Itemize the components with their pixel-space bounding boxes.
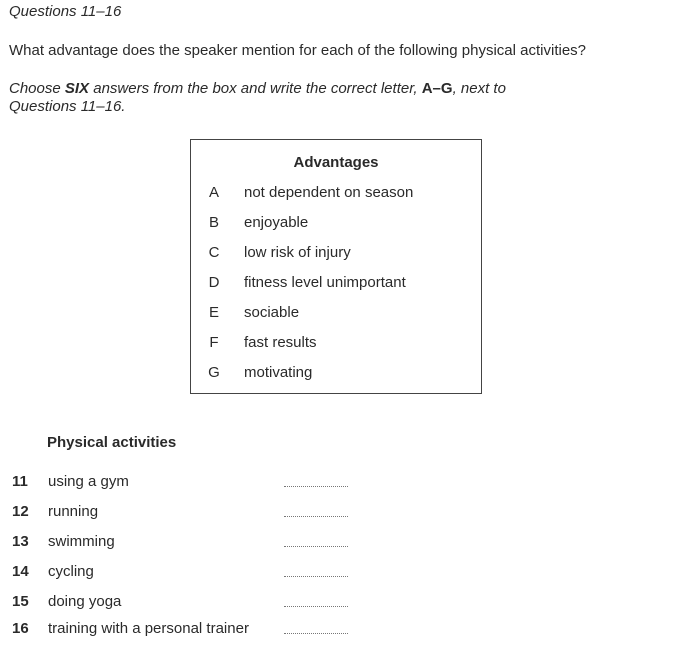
option-g [191, 364, 481, 384]
question-number: 11 [12, 473, 28, 490]
question-number: 15 [12, 593, 29, 610]
option-text: low risk of injury [244, 244, 351, 261]
instruction-part-1: Choose [9, 80, 65, 97]
question-11 [0, 473, 675, 493]
option-letter: B [208, 214, 219, 231]
activity-text: swimming [48, 533, 115, 550]
advantages-box [190, 139, 482, 394]
answer-blank[interactable] [284, 546, 348, 547]
activity-text: training with a personal trainer [48, 620, 249, 637]
instruction-six: SIX [64, 80, 90, 97]
instruction-part-2: answers from the box and write the correct letter, [89, 80, 422, 97]
question-15 [0, 593, 675, 613]
option-a [191, 184, 481, 204]
option-letter: F [209, 334, 219, 351]
questions-heading: Questions 11–16 [9, 3, 122, 20]
question-14 [0, 563, 675, 583]
question-number: 13 [12, 533, 29, 550]
advantages-title: Advantages [293, 154, 379, 171]
instruction-range: A–G [421, 80, 453, 97]
option-e [191, 304, 481, 324]
option-text: fitness level unimportant [244, 274, 406, 291]
activity-text: using a gym [48, 473, 129, 490]
option-f [191, 334, 481, 354]
option-text: sociable [244, 304, 300, 321]
instruction-part-3: , next to [452, 80, 506, 97]
question-number: 16 [12, 620, 29, 637]
instruction-line-1 [9, 80, 506, 97]
activity-text: running [48, 503, 99, 520]
answer-blank[interactable] [284, 516, 348, 517]
answer-blank[interactable] [284, 633, 348, 634]
option-text: enjoyable [244, 214, 309, 231]
option-letter: G [208, 364, 220, 381]
instruction-line-2: Questions 11–16. [9, 98, 126, 115]
option-text: motivating [244, 364, 313, 381]
option-letter: E [208, 304, 219, 321]
option-d [191, 274, 481, 294]
activities-heading: Physical activities [47, 434, 177, 451]
option-b [191, 214, 481, 234]
option-letter: C [208, 244, 220, 261]
option-letter: A [208, 184, 219, 201]
option-text: fast results [244, 334, 317, 351]
answer-blank[interactable] [284, 606, 348, 607]
question-number: 12 [12, 503, 29, 520]
question-number: 14 [12, 563, 29, 580]
answer-blank[interactable] [284, 576, 348, 577]
question-16 [0, 620, 675, 640]
question-13 [0, 533, 675, 553]
activity-text: doing yoga [48, 593, 122, 610]
answer-blank[interactable] [284, 486, 348, 487]
question-12 [0, 503, 675, 523]
option-text: not dependent on season [244, 184, 414, 201]
question-text: What advantage does the speaker mention for each of the following physical activities? [9, 42, 587, 59]
option-letter: D [208, 274, 220, 291]
activity-text: cycling [48, 563, 94, 580]
option-c [191, 244, 481, 264]
